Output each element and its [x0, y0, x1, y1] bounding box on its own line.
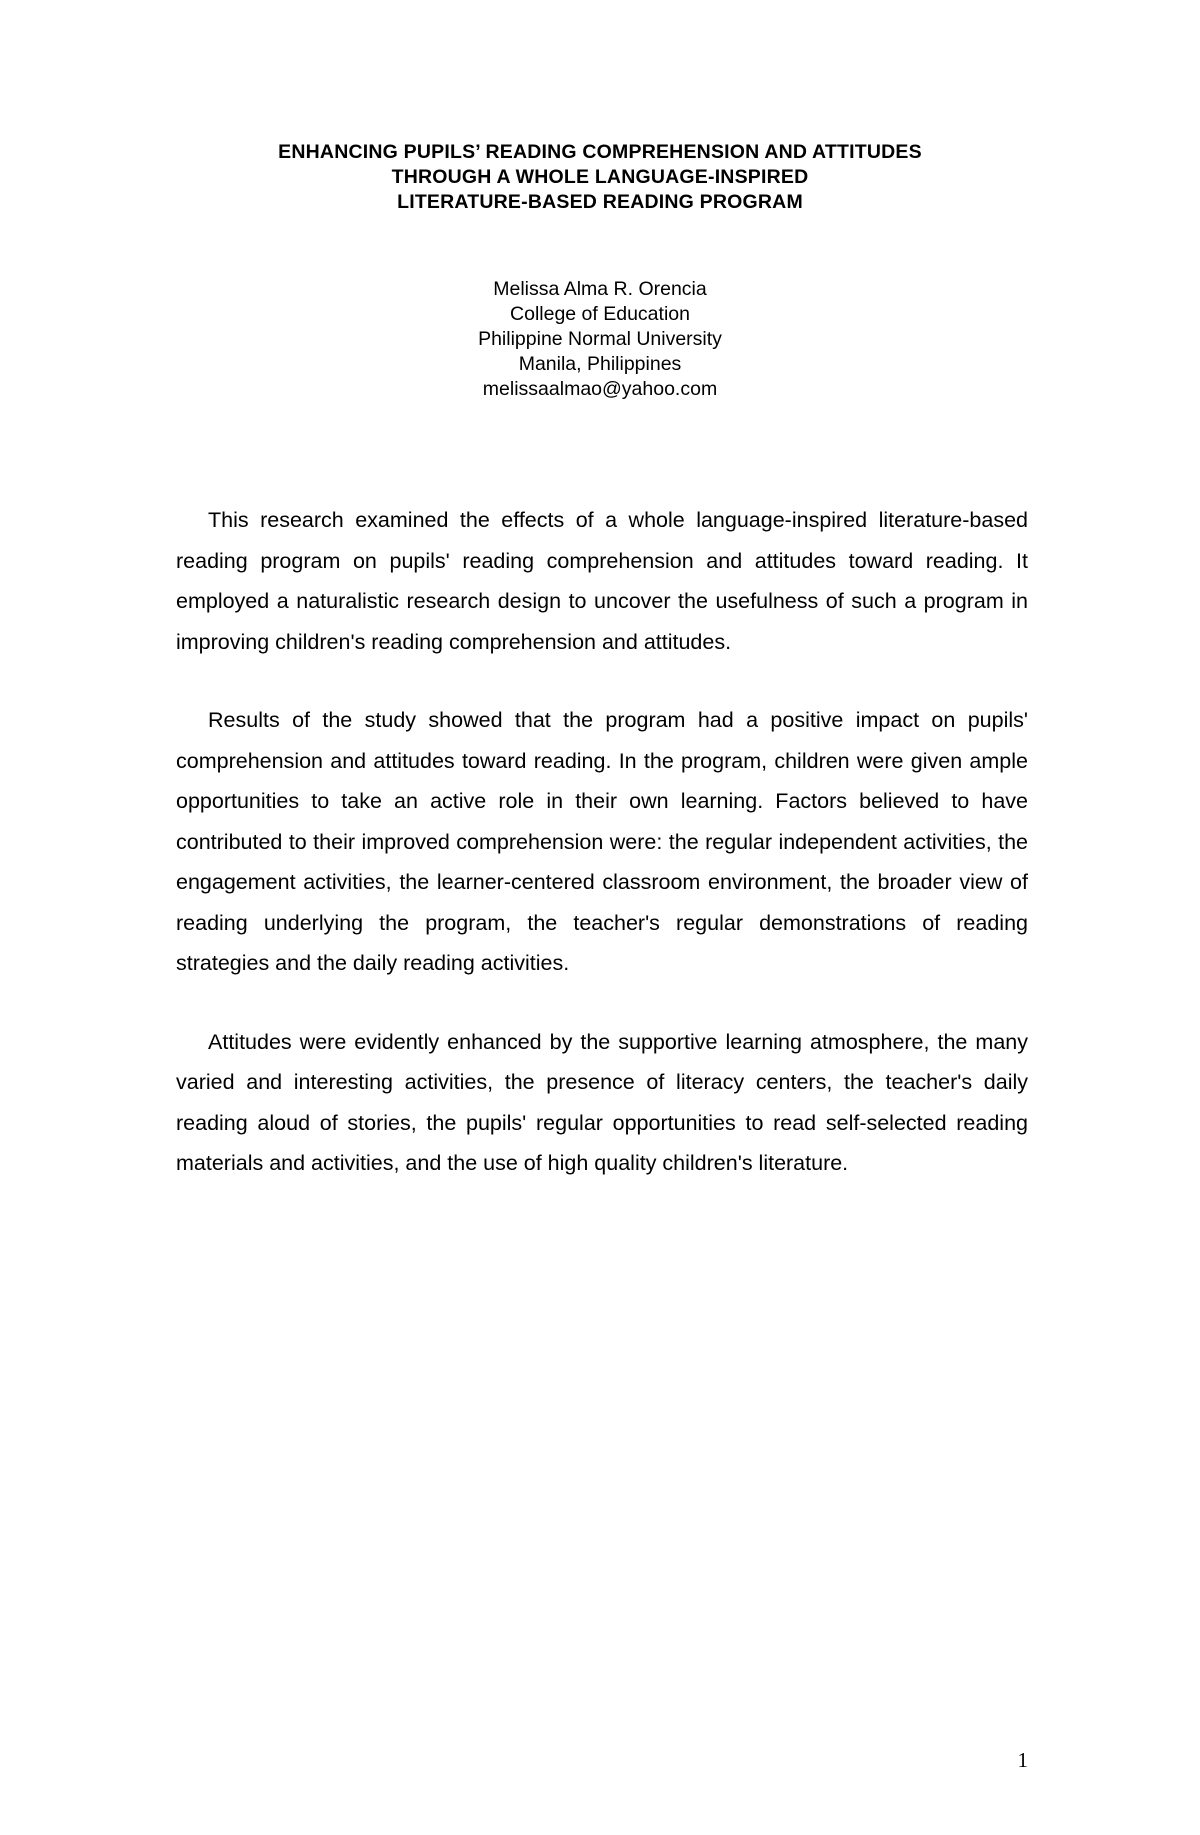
paper-title [0, 140, 1200, 215]
title-line-2: THROUGH A WHOLE LANGUAGE-INSPIRED [391, 166, 809, 188]
author-location: Manila, Philippines [518, 353, 682, 375]
author-name: Melissa Alma R. Orencia [493, 278, 707, 300]
author-university: Philippine Normal University [478, 328, 722, 350]
abstract-paragraph-3: Attitudes were evidently enhanced by the supportive learning atmosphere, the many varied and interesting activities, the presence of literacy centers, the teacher's daily reading aloud of stories, the pupils' regular opportunities to read self-selected reading materials and activities, and the use of high quality children's literature. [176, 1029, 1028, 1175]
title-line-3: LITERATURE-BASED READING PROGRAM [397, 191, 803, 213]
author-department: College of Education [510, 303, 690, 325]
abstract [176, 500, 1028, 1222]
abstract-paragraph-2: Results of the study showed that the program had a positive impact on pupils' comprehension and attitudes toward reading. In the program, children were given ample opportunities to take an active role in their own learning. Factors believed to have contributed to their improved comprehension were: the regular independent activities, the engagement activities, the learner-centered classroom environment, the broader view of reading underlying the program, the teacher's regular demonstrations of reading strategies and the daily reading activities. [176, 708, 1028, 975]
abstract-paragraph-1: This research examined the effects of a whole language-inspired literature-based reading program on pupils' reading comprehension and attitudes toward reading. It employed a naturalistic research design to uncover the usefulness of such a program in improving children's reading comprehension and attitudes. [176, 508, 1028, 654]
author-info [0, 277, 1200, 402]
page-number: 1 [1017, 1748, 1028, 1772]
title-line-1: ENHANCING PUPILS’ READING COMPREHENSION AND ATTITUDES [278, 141, 922, 163]
author-email: melissaalmao@yahoo.com [482, 378, 718, 400]
